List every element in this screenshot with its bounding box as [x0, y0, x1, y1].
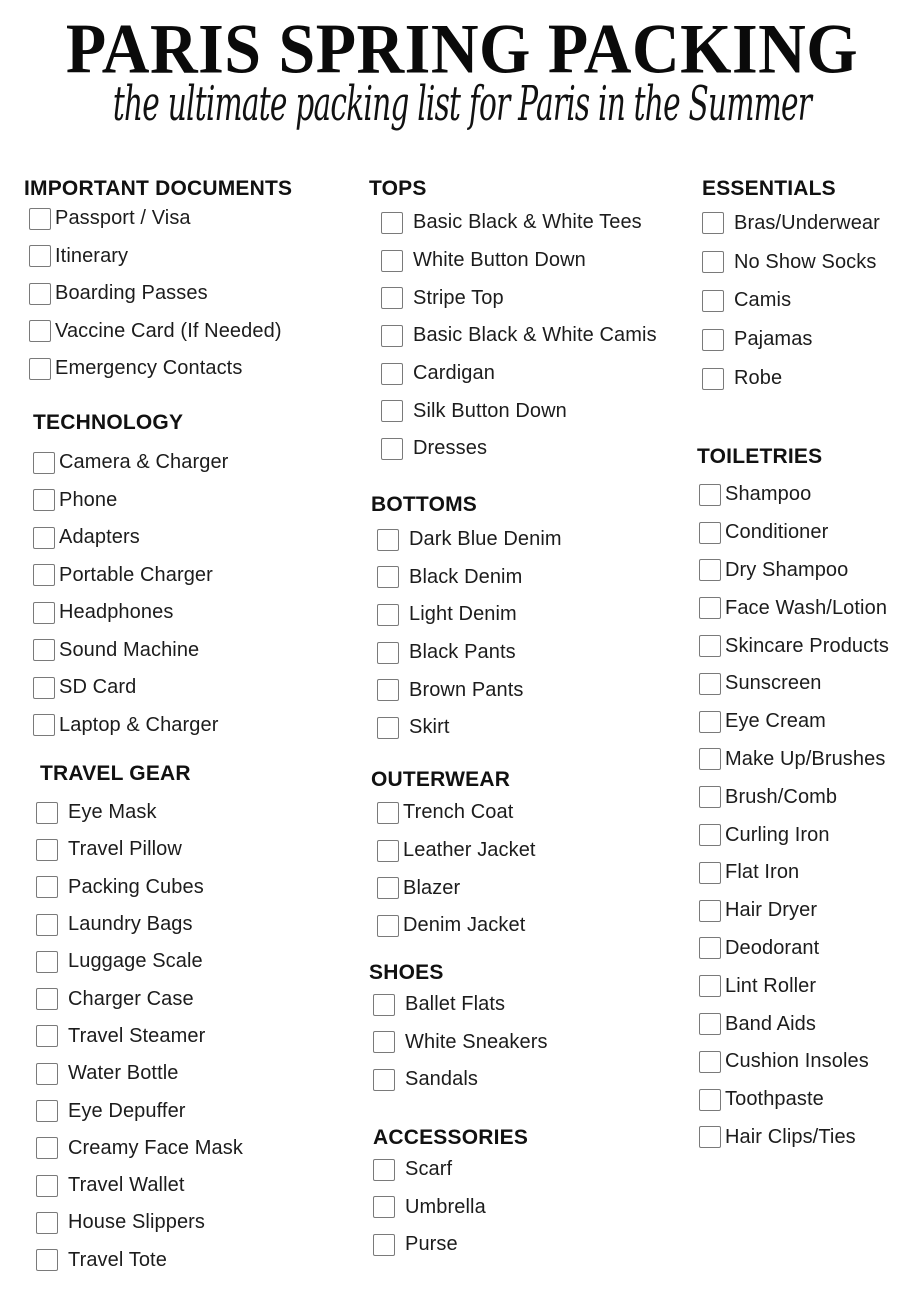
- checkbox[interactable]: [699, 824, 721, 846]
- checklist-item[interactable]: [377, 596, 562, 634]
- checkbox[interactable]: [377, 604, 399, 626]
- checklist-item-label: Scarf: [405, 1158, 453, 1181]
- checkbox[interactable]: [381, 363, 403, 385]
- section-heading: IMPORTANT DOCUMENTS: [24, 177, 293, 200]
- checklist-item[interactable]: [702, 204, 880, 243]
- checklist-item-label: Basic Black & White Camis: [413, 324, 657, 347]
- checkbox[interactable]: [699, 975, 721, 997]
- checklist-item-label: Black Pants: [409, 641, 516, 664]
- checklist-item[interactable]: [36, 794, 243, 831]
- checklist-item[interactable]: [699, 552, 889, 590]
- checklist-item-label: Robe: [734, 367, 783, 390]
- checklist-item-label: Eye Mask: [68, 801, 157, 824]
- section-shoes: [369, 960, 548, 1099]
- checklist-item[interactable]: [36, 1130, 243, 1167]
- checklist-item[interactable]: [699, 589, 889, 627]
- checklist-item[interactable]: [29, 275, 292, 313]
- checklist-item-label: White Sneakers: [405, 1030, 548, 1053]
- checklist-item-label: Shampoo: [725, 483, 812, 506]
- checklist-item-label: Travel Wallet: [68, 1174, 185, 1197]
- checklist-item[interactable]: [33, 669, 228, 707]
- checkbox[interactable]: [702, 212, 724, 234]
- checkbox[interactable]: [36, 1212, 58, 1234]
- checkbox[interactable]: [377, 877, 399, 899]
- checklist-item[interactable]: [699, 1081, 889, 1119]
- checklist-item-label: Laundry Bags: [68, 913, 193, 936]
- checkbox[interactable]: [702, 329, 724, 351]
- checkbox[interactable]: [373, 1069, 395, 1091]
- checkbox[interactable]: [699, 1126, 721, 1148]
- checkbox[interactable]: [381, 212, 403, 234]
- checklist-item-label: Light Denim: [409, 603, 517, 626]
- checklist-item-label: Luggage Scale: [68, 950, 203, 973]
- checkbox[interactable]: [29, 245, 51, 267]
- checkbox[interactable]: [36, 1249, 58, 1271]
- checklist-item-label: Sound Machine: [59, 638, 200, 661]
- checklist-item[interactable]: [699, 854, 889, 892]
- checklist-item[interactable]: [36, 906, 243, 943]
- checklist-item[interactable]: [36, 869, 243, 906]
- checkbox[interactable]: [36, 1137, 58, 1159]
- checkbox[interactable]: [699, 635, 721, 657]
- checklist-item[interactable]: [29, 350, 292, 388]
- checklist-item[interactable]: [699, 1119, 889, 1157]
- checklist-item[interactable]: [29, 200, 292, 238]
- checklist-item-label: Sunscreen: [725, 672, 822, 695]
- checklist-item-label: Pajamas: [734, 328, 813, 351]
- checklist-item-label: Travel Pillow: [68, 838, 182, 861]
- checklist-item-label: Purse: [405, 1233, 458, 1256]
- checkbox[interactable]: [699, 1089, 721, 1111]
- checklist-item-label: Stripe Top: [413, 286, 504, 309]
- checkbox[interactable]: [699, 937, 721, 959]
- checkbox[interactable]: [373, 1159, 395, 1181]
- checkbox[interactable]: [377, 717, 399, 739]
- section-heading: TRAVEL GEAR: [40, 762, 191, 785]
- checkbox[interactable]: [36, 1175, 58, 1197]
- checklist-item[interactable]: [36, 980, 243, 1017]
- checklist-item[interactable]: [699, 665, 889, 703]
- checklist-item-label: Packing Cubes: [68, 875, 204, 898]
- checklist-item[interactable]: [699, 514, 889, 552]
- checklist-item-label: Bras/Underwear: [734, 211, 880, 234]
- checklist-item-label: Eye Depuffer: [68, 1099, 186, 1122]
- checklist-item[interactable]: [33, 482, 228, 520]
- checkbox[interactable]: [29, 320, 51, 342]
- checklist-item-label: Laptop & Charger: [59, 713, 219, 736]
- checklist-item-label: Black Denim: [409, 565, 523, 588]
- checklist-item-label: Curling Iron: [725, 823, 830, 846]
- checklist-item-label: Passport / Visa: [55, 207, 191, 230]
- checklist-item[interactable]: [373, 1151, 528, 1189]
- checklist-item-label: Deodorant: [725, 936, 820, 959]
- checkbox[interactable]: [699, 1051, 721, 1073]
- checkbox[interactable]: [377, 915, 399, 937]
- checklist-item-label: Face Wash/Lotion: [725, 596, 888, 619]
- checkbox[interactable]: [377, 840, 399, 862]
- checklist-item[interactable]: [381, 204, 657, 242]
- checkbox[interactable]: [33, 602, 55, 624]
- checkbox[interactable]: [36, 876, 58, 898]
- checklist-item-label: Camera & Charger: [59, 451, 229, 474]
- checklist-item-label: Brush/Comb: [725, 785, 838, 808]
- checklist-item[interactable]: [373, 986, 548, 1024]
- checklist-item-label: Cardigan: [413, 362, 495, 385]
- checklist-item[interactable]: [381, 355, 657, 393]
- checkbox[interactable]: [377, 642, 399, 664]
- checkbox[interactable]: [33, 527, 55, 549]
- checklist-item[interactable]: [373, 1226, 528, 1264]
- checklist-item-label: Flat Iron: [725, 861, 800, 884]
- checklist-item-label: Ballet Flats: [405, 993, 506, 1016]
- section-outerwear: [371, 767, 536, 945]
- checklist-item[interactable]: [377, 907, 536, 945]
- checkbox[interactable]: [377, 529, 399, 551]
- checkbox[interactable]: [699, 522, 721, 544]
- section-accessories: [373, 1125, 528, 1264]
- checkbox[interactable]: [29, 358, 51, 380]
- checklist-item-label: Band Aids: [725, 1012, 816, 1035]
- checklist-item[interactable]: [29, 313, 292, 351]
- checklist-item-label: Skirt: [409, 716, 450, 739]
- checklist-item[interactable]: [377, 671, 562, 709]
- checklist-item[interactable]: [381, 317, 657, 355]
- section-heading: SHOES: [369, 961, 444, 984]
- checklist-item-label: Skincare Products: [725, 634, 889, 657]
- checkbox[interactable]: [33, 564, 55, 586]
- checklist-item[interactable]: [36, 1092, 243, 1129]
- checklist-item-label: Hair Clips/Ties: [725, 1125, 856, 1148]
- checklist-item[interactable]: [33, 444, 228, 482]
- checklist-item-label: Headphones: [59, 601, 174, 624]
- checklist-item[interactable]: [699, 703, 889, 741]
- checklist-item-label: Brown Pants: [409, 678, 524, 701]
- checklist-item[interactable]: [36, 1167, 243, 1204]
- checkbox[interactable]: [377, 679, 399, 701]
- checkbox[interactable]: [29, 208, 51, 230]
- checklist-item[interactable]: [699, 476, 889, 514]
- checkbox[interactable]: [377, 802, 399, 824]
- checklist-item[interactable]: [377, 559, 562, 597]
- section-technology: [33, 410, 228, 744]
- section-heading: ACCESSORIES: [373, 1126, 529, 1149]
- checklist-item-label: Phone: [59, 488, 118, 511]
- checklist-item-label: Emergency Contacts: [55, 357, 243, 380]
- checklist-item[interactable]: [377, 521, 562, 559]
- checklist-item[interactable]: [381, 392, 657, 430]
- checklist-item-label: Make Up/Brushes: [725, 747, 886, 770]
- checklist-item-label: Adapters: [59, 526, 140, 549]
- checkbox[interactable]: [699, 862, 721, 884]
- section-heading: TOILETRIES: [697, 445, 823, 468]
- checklist-item-label: Lint Roller: [725, 974, 817, 997]
- section-heading: BOTTOMS: [371, 493, 478, 516]
- checklist-item[interactable]: [377, 794, 536, 832]
- checklist-item[interactable]: [36, 1018, 243, 1055]
- checklist-item-label: SD Card: [59, 676, 137, 699]
- section-heading: ESSENTIALS: [702, 177, 836, 200]
- checkbox[interactable]: [373, 1196, 395, 1218]
- section-important-documents: [24, 176, 292, 388]
- checkbox[interactable]: [36, 951, 58, 973]
- checklist-item-label: White Button Down: [413, 249, 586, 272]
- page-subtitle: the ultimate packing list for Paris in the Summer: [112, 76, 812, 132]
- checklist-item[interactable]: [699, 892, 889, 930]
- checklist-item[interactable]: [377, 709, 562, 747]
- checklist-item-label: Basic Black & White Tees: [413, 211, 642, 234]
- section-tops: [369, 176, 657, 468]
- section-heading: TOPS: [369, 177, 427, 200]
- checklist-item[interactable]: [699, 967, 889, 1005]
- checklist-item-label: Itinerary: [55, 244, 129, 267]
- checklist-item-label: Conditioner: [725, 521, 829, 544]
- checklist-item-label: Dresses: [413, 437, 488, 460]
- checklist-item-label: Trench Coat: [403, 801, 514, 824]
- checklist-item[interactable]: [36, 1242, 243, 1279]
- checkbox[interactable]: [36, 1100, 58, 1122]
- checklist-item-label: Dark Blue Denim: [409, 528, 562, 551]
- checklist-item-label: Toothpaste: [725, 1088, 824, 1111]
- checklist-item-label: Blazer: [403, 876, 461, 899]
- checkbox[interactable]: [699, 484, 721, 506]
- checkbox[interactable]: [36, 1063, 58, 1085]
- checklist-item[interactable]: [699, 1005, 889, 1043]
- checklist-item[interactable]: [699, 778, 889, 816]
- checkbox[interactable]: [699, 597, 721, 619]
- checklist-item-label: Eye Cream: [725, 710, 826, 733]
- checkbox[interactable]: [702, 368, 724, 390]
- checklist-item-label: Creamy Face Mask: [68, 1136, 243, 1159]
- checkbox[interactable]: [702, 290, 724, 312]
- checklist-item[interactable]: [699, 627, 889, 665]
- checkbox[interactable]: [373, 1031, 395, 1053]
- checklist-item-label: Travel Tote: [68, 1248, 167, 1271]
- checkbox[interactable]: [699, 559, 721, 581]
- section-essentials: [702, 176, 880, 398]
- checkbox[interactable]: [373, 994, 395, 1016]
- section-travel-gear: [40, 761, 243, 1279]
- checkbox[interactable]: [33, 677, 55, 699]
- checklist-item[interactable]: [33, 632, 228, 670]
- checkbox[interactable]: [36, 914, 58, 936]
- checkbox[interactable]: [699, 748, 721, 770]
- checkbox[interactable]: [381, 250, 403, 272]
- checklist-item[interactable]: [377, 634, 562, 672]
- checkbox[interactable]: [381, 438, 403, 460]
- checkbox[interactable]: [381, 400, 403, 422]
- checkbox[interactable]: [33, 489, 55, 511]
- checklist-item-label: Denim Jacket: [403, 914, 526, 937]
- checklist-item[interactable]: [699, 1043, 889, 1081]
- checkbox[interactable]: [377, 566, 399, 588]
- checklist-item[interactable]: [702, 359, 880, 398]
- checkbox[interactable]: [381, 325, 403, 347]
- checkbox[interactable]: [33, 639, 55, 661]
- checkbox[interactable]: [33, 714, 55, 736]
- checklist-item[interactable]: [377, 832, 536, 870]
- checkbox[interactable]: [699, 786, 721, 808]
- section-toiletries: [697, 444, 889, 1156]
- checklist-item-label: Boarding Passes: [55, 282, 208, 305]
- checkbox[interactable]: [36, 1025, 58, 1047]
- checklist-item-label: Silk Button Down: [413, 399, 567, 422]
- checklist-item[interactable]: [373, 1024, 548, 1062]
- checklist-item[interactable]: [381, 242, 657, 280]
- section-heading: OUTERWEAR: [371, 768, 511, 791]
- section-bottoms: [371, 492, 562, 747]
- checklist-item[interactable]: [33, 519, 228, 557]
- checklist-item[interactable]: [373, 1061, 548, 1099]
- checklist-item-label: Vaccine Card (If Needed): [55, 319, 282, 342]
- checklist-item-label: Water Bottle: [68, 1062, 179, 1085]
- checklist-item-label: No Show Socks: [734, 250, 877, 273]
- checklist-item[interactable]: [36, 1055, 243, 1092]
- checklist-item[interactable]: [36, 943, 243, 980]
- checklist-item[interactable]: [36, 831, 243, 868]
- checklist-item[interactable]: [373, 1189, 528, 1227]
- checklist-item-label: Cushion Insoles: [725, 1050, 869, 1073]
- checklist-item[interactable]: [36, 1204, 243, 1241]
- checkbox[interactable]: [699, 711, 721, 733]
- page-title: PARIS SPRING PACKING: [65, 9, 859, 89]
- checkbox[interactable]: [36, 988, 58, 1010]
- checklist-item-label: Portable Charger: [59, 563, 213, 586]
- checkbox[interactable]: [373, 1234, 395, 1256]
- checklist-item[interactable]: [33, 557, 228, 595]
- checklist-item[interactable]: [702, 320, 880, 359]
- section-heading: TECHNOLOGY: [33, 411, 184, 434]
- checklist-item-label: Camis: [734, 289, 792, 312]
- checklist-item[interactable]: [29, 238, 292, 276]
- checklist-item[interactable]: [33, 594, 228, 632]
- checklist-item[interactable]: [699, 816, 889, 854]
- checklist-item-label: Umbrella: [405, 1195, 486, 1218]
- checklist-item[interactable]: [381, 279, 657, 317]
- checklist-item[interactable]: [377, 869, 536, 907]
- checklist-item[interactable]: [702, 282, 880, 321]
- checklist-item-label: Charger Case: [68, 987, 194, 1010]
- checklist-item[interactable]: [381, 430, 657, 468]
- checkbox[interactable]: [36, 839, 58, 861]
- checklist-item-label: Leather Jacket: [403, 839, 536, 862]
- checklist-item[interactable]: [702, 243, 880, 282]
- checklist-item-label: House Slippers: [68, 1211, 206, 1234]
- checklist-item[interactable]: [699, 741, 889, 779]
- checklist-item-label: Dry Shampoo: [725, 558, 849, 581]
- checkbox[interactable]: [699, 900, 721, 922]
- checkbox[interactable]: [699, 1013, 721, 1035]
- checklist-item[interactable]: [699, 930, 889, 968]
- checklist-item-label: Hair Dryer: [725, 899, 818, 922]
- checkbox[interactable]: [33, 452, 55, 474]
- checkbox[interactable]: [381, 287, 403, 309]
- checkbox[interactable]: [699, 673, 721, 695]
- checklist-item[interactable]: [33, 707, 228, 745]
- checklist-item-label: Travel Steamer: [68, 1024, 206, 1047]
- checkbox[interactable]: [29, 283, 51, 305]
- checkbox[interactable]: [36, 802, 58, 824]
- checklist-item-label: Sandals: [405, 1068, 478, 1091]
- checkbox[interactable]: [702, 251, 724, 273]
